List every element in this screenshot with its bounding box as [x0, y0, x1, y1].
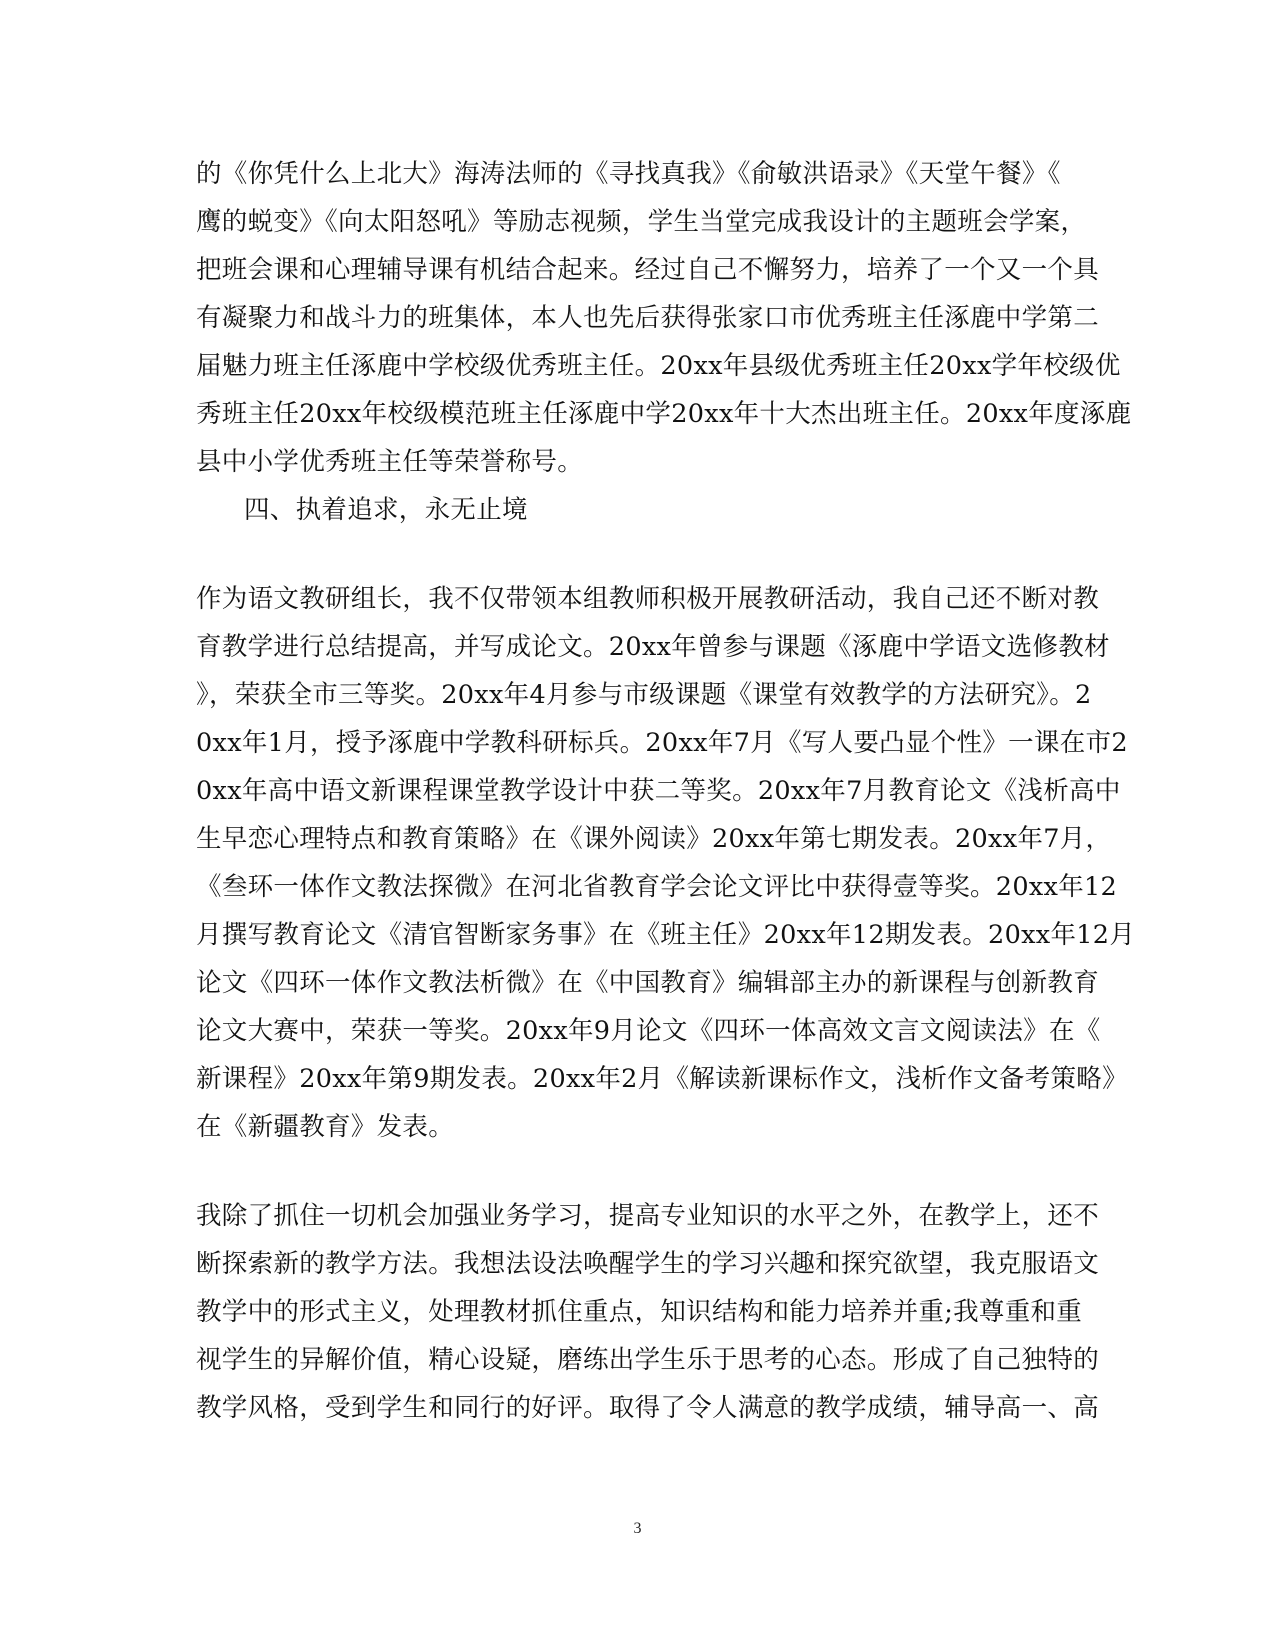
text-line: 教学中的形式主义，处理教材抓住重点，知识结构和能力培养并重;我尊重和重	[196, 1297, 1083, 1327]
text-line: 我除了抓住一切机会加强业务学习，提高专业知识的水平之外，在教学上，还不	[196, 1201, 1100, 1231]
text-line: 月撰写教育论文《清官智断家务事》在《班主任》20xx年12期发表。20xx年12月	[196, 920, 1136, 950]
text-line: 鹰的蜕变》《向太阳怒吼》等励志视频，学生当堂完成我设计的主题班会学案，	[196, 207, 1087, 237]
text-line: 县中小学优秀班主任等荣誉称号。	[196, 447, 584, 477]
text-line: 《叁环一体作文教法探微》在河北省教育学会论文评比中获得壹等奖。20xx年12	[196, 872, 1118, 902]
text-line: 断探索新的教学方法。我想法设法唤醒学生的学习兴趣和探究欲望，我克服语文	[196, 1249, 1100, 1279]
page-number: 3	[633, 1520, 642, 1537]
text-line: 秀班主任20xx年校级模范班主任涿鹿中学20xx年十大杰出班主任。20xx年度涿鹿	[196, 399, 1132, 429]
text-line: 视学生的异解价值，精心设疑，磨练出学生乐于思考的心态。形成了自己独特的	[196, 1345, 1100, 1375]
text-line: 把班会课和心理辅导课有机结合起来。经过自己不懈努力，培养了一个又一个具	[196, 255, 1100, 285]
text-line: 育教学进行总结提高，并写成论文。20xx年曾参与课题《涿鹿中学语文选修教材	[196, 632, 1110, 662]
text-line: 论文大赛中，荣获一等奖。20xx年9月论文《四环一体高效文言文阅读法》在《	[196, 1016, 1101, 1046]
text-line: 》，荣获全市三等奖。20xx年4月参与市级课题《课堂有效教学的方法研究》。2	[196, 680, 1092, 710]
text-line: 在《新疆教育》发表。	[196, 1112, 455, 1142]
text-line: 0xx年高中语文新课程课堂教学设计中获二等奖。20xx年7月教育论文《浅析高中	[196, 776, 1121, 806]
text-line: 有凝聚力和战斗力的班集体，本人也先后获得张家口市优秀班主任涿鹿中学第二	[196, 303, 1100, 333]
text-line: 新课程》20xx年第9期发表。20xx年2月《解读新课标作文，浅析作文备考策略》	[196, 1064, 1128, 1094]
text-line: 教学风格，受到学生和同行的好评。取得了令人满意的教学成绩，辅导高一、高	[196, 1393, 1100, 1423]
section-heading: 四、执着追求，永无止境	[244, 495, 528, 525]
text-line: 作为语文教研组长，我不仅带领本组教师积极开展教研活动，我自己还不断对教	[196, 584, 1100, 614]
text-line: 的《你凭什么上北大》海涛法师的《寻找真我》《俞敏洪语录》《天堂午餐》《	[196, 159, 1061, 189]
text-line: 0xx年1月，授予涿鹿中学教科研标兵。20xx年7月《写人要凸显个性》一课在市2	[196, 728, 1128, 758]
text-line: 生早恋心理特点和教育策略》在《课外阅读》20xx年第七期发表。20xx年7月，	[196, 824, 1112, 854]
text-line: 论文《四环一体作文教法析微》在《中国教育》编辑部主办的新课程与创新教育	[196, 968, 1100, 998]
text-line: 届魅力班主任涿鹿中学校级优秀班主任。20xx年县级优秀班主任20xx学年校级优	[196, 351, 1121, 381]
